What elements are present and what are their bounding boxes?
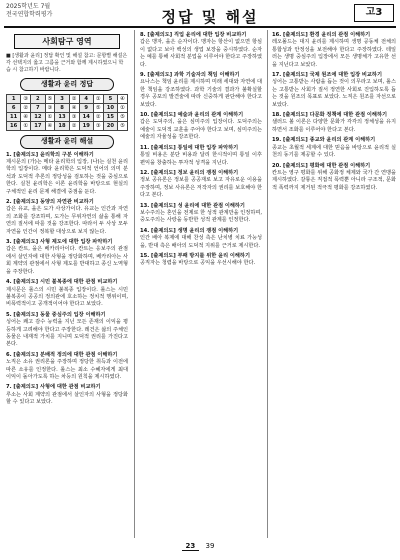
answer-choice: ④ <box>69 104 79 113</box>
question-title: 16. [출제의도] 환경 윤리의 관점 이해하기 <box>272 32 371 38</box>
answer-choice: ② <box>21 104 31 113</box>
question-body: 보수주의는 혼인을 전제로 한 성적 관계만을 인정하며, 중도주의는 사랑을 동반한 성적 관계를 인정한다. <box>140 209 262 224</box>
question-item <box>272 163 396 193</box>
question-title: 3. [출제의도] 사형 제도에 대한 입장 파악하기 <box>6 239 113 246</box>
question-title: 5. [출제의도] 동물 중심주의 입장 이해하기 <box>6 311 106 318</box>
answer-choice: ④ <box>45 122 55 131</box>
answer-number: 15 <box>103 113 117 122</box>
column-divider-2 <box>267 30 268 538</box>
question-title: 4. [출제의도] 시민 불복종에 대한 관점 비교하기 <box>6 279 118 286</box>
answer-choice: ⑤ <box>45 95 55 104</box>
question-title: 12. [출제의도] 정보 윤리의 쟁점 이해하기 <box>140 169 239 176</box>
question-item <box>6 279 128 309</box>
answer-number: 9 <box>79 104 93 113</box>
answer-choice: ① <box>118 104 128 113</box>
question-body: 요나스는 책임 윤리를 제시하며 미래 세대와 자연에 대한 책임을 강조하였다. 과학 기술의 결과가 불확실할 경우 공포의 발견술에 따라 신중하게 판단해야 한다고 보았다. <box>140 79 262 108</box>
question-body: 공직자는 청렴을 바탕으로 공익을 우선시해야 한다. <box>140 260 256 267</box>
answer-number: 2 <box>31 95 45 104</box>
question-body: 루소는 사회 계약의 관점에서 살인자의 사형을 정당화할 수 있다고 보았다. <box>6 391 128 406</box>
question-body: 싱어는 쾌고 감수 능력을 지닌 모든 존재의 이익을 평등하게 고려해야 한다고 주장한다. 레건은 삶의 주체인 동물은 내재적 가치를 지니며 도덕적 권리를 가진다고 본다. <box>6 319 128 348</box>
question-body: 노직은 소유 권리론을 주장하며 정당한 취득과 이전에 따른 소유를 인정한다. 롤스는 최소 수혜자에게 최대 이익이 돌아가도록 하는 차등의 원칙을 제시하였다. <box>6 359 128 380</box>
question-title: 8. [출제의도] 직업 윤리에 대한 입장 비교하기 <box>140 32 247 38</box>
question-item <box>272 32 396 69</box>
question-item <box>272 112 396 134</box>
answer-number: 17 <box>31 122 45 131</box>
answer-choice: ③ <box>69 113 79 122</box>
question-title: 1. [출제의도] 윤리학의 구분 이해하기 <box>6 151 94 158</box>
answer-row <box>7 113 128 122</box>
answer-number: 19 <box>79 122 93 131</box>
question-item <box>140 32 262 69</box>
answer-number: 7 <box>31 104 45 113</box>
question-title: 10. [출제의도] 예술과 윤리의 관계 이해하기 <box>140 112 244 119</box>
question-body: 갑은 도덕주의, 을은 심미주의 입장이다. 도덕주의는 예술이 도덕적 교훈을 주어야 한다고 보며, 심미주의는 예술의 자율성을 강조한다. <box>140 119 262 141</box>
question-item <box>6 384 128 406</box>
question-body: 갑은 칸트, 을은 베카리아이다. 칸트는 응보주의 관점에서 살인자에 대한 사형을 정당화하며, 베카리아는 사회 계약의 관점에서 사형 제도를 반대하고 종신 노역형을 주장한다. <box>6 246 128 275</box>
question-body: 통일 비용은 분단 비용과 달리 한시적이며 통일 이후 편익을 창출하는 투자적 성격을 지닌다. <box>140 152 262 166</box>
question-body: 정보 공유론은 정보를 공공재로 보고 자유로운 이용을 주장하며, 정보 사유론은 저작자의 권리를 보호해야 한다고 본다. <box>140 177 262 199</box>
question-body: 제시문은 롤스의 시민 불복종 입장이다. 롤스는 시민 불복종이 공공의 정의관에 호소하는 정치적 행위이며, 비폭력적이고 공개적이어야 한다고 보았다. <box>6 286 128 308</box>
answer-choice: ① <box>45 113 55 122</box>
question-body: 샐러드 볼 이론은 다양한 문화가 각각의 정체성을 유지하면서 조화를 이루어야 한다고 본다. <box>272 119 396 133</box>
question-item <box>6 352 128 382</box>
answer-number: 5 <box>103 95 117 104</box>
column-divider-1 <box>134 30 135 538</box>
meta-line2: 전국연합학력평가 <box>6 11 53 18</box>
question-body: 제시문의 (가)는 메타 윤리학의 입장, (나)는 실천 윤리학의 입장이다. 메타 윤리학은 도덕적 언어의 의미 분석과 도덕적 추론의 정당성을 검토하는 것을 중심으로 한다. 실천 윤리학은 이론 윤리학을 바탕으로 현실의 구체적인 윤리 문제 해결에 중점을 둔다. <box>6 159 128 195</box>
question-item <box>140 145 262 167</box>
answer-number: 3 <box>55 95 69 104</box>
answer-choice: ② <box>69 95 79 104</box>
answer-number: 11 <box>7 113 21 122</box>
question-item <box>140 112 262 142</box>
question-title: 18. [출제의도] 다문화 정책에 대한 관점 이해하기 <box>272 112 387 119</box>
grade-badge: 고3 <box>354 4 394 22</box>
page-total: 39 <box>205 542 215 550</box>
answer-number: 8 <box>55 104 69 113</box>
answer-number: 12 <box>31 113 45 122</box>
question-body: 레오폴드는 대지 윤리를 제시하며 생명 공동체 전체의 통합성과 안정성을 보전해야 한다고 주장하였다. 테일러는 생명 중심주의 입장에서 모든 생명체가 고유한 선을 지닌다고 보았다. <box>272 39 396 68</box>
question-title: 2. [출제의도] 동양의 자연관 비교하기 <box>6 199 94 206</box>
question-title: 19. [출제의도] 종교와 윤리의 관계 이해하기 <box>272 137 376 144</box>
question-title: 7. [출제의도] 사형에 대한 관점 비교하기 <box>6 384 101 391</box>
page-title: 정답 및 해설 <box>161 8 259 26</box>
header-rule <box>4 26 396 28</box>
question-item <box>140 72 262 109</box>
answer-row <box>7 95 128 104</box>
question-item <box>272 137 396 159</box>
question-title: 6. [출제의도] 분배적 정의에 대한 관점 이해하기 <box>6 351 118 358</box>
answer-number: 6 <box>7 104 21 113</box>
answer-choice: ⑤ <box>93 104 103 113</box>
question-title: 9. [출제의도] 과학 기술자의 책임 이해하기 <box>140 72 240 79</box>
answer-choice: ④ <box>21 113 31 122</box>
explain-heading: 생활과 윤리 해설 <box>20 135 114 148</box>
answer-choice: ⑤ <box>118 122 128 131</box>
answer-row <box>7 104 128 113</box>
question-title: 17. [출제의도] 국제 원조에 대한 입장 비교하기 <box>272 72 382 79</box>
question-list-col2 <box>140 32 262 268</box>
question-list-col1 <box>6 152 128 407</box>
top-meta <box>6 3 52 19</box>
answer-choice: ① <box>93 95 103 104</box>
question-title: 13. [출제의도] 성 윤리에 대한 관점 이해하기 <box>140 202 245 209</box>
column-2 <box>140 32 262 271</box>
question-item <box>140 253 262 268</box>
question-body: 칸트는 영구 평화를 위해 공화정 체제와 국가 간 연맹을 제시하였다. 갈퉁은 직접적 폭력뿐 아니라 구조적, 문화적 폭력까지 제거된 적극적 평화를 강조하였다. <box>272 169 396 191</box>
column-1 <box>6 32 128 410</box>
answer-number: 4 <box>79 95 93 104</box>
question-item <box>140 203 262 225</box>
answer-heading: 생활과 윤리 정답 <box>20 78 114 91</box>
question-item <box>272 72 396 109</box>
question-item <box>6 152 128 196</box>
question-item <box>6 239 128 276</box>
meta-line1: 2025학년도 7월 <box>6 3 51 10</box>
answer-choice: ③ <box>45 104 55 113</box>
question-body: 싱어는 고통받는 사람을 돕는 것이 의무라고 보며, 롤스는 고통받는 사회가 질서 정연한 사회로 진입하도록 돕는 것을 원조의 목표로 보았다. 노직은 원조를 자선으로 보았다. <box>272 79 396 108</box>
answer-row <box>7 122 128 131</box>
answer-choice: ⑤ <box>118 113 128 122</box>
question-item <box>140 228 262 250</box>
intro-note: ■ [생활과 윤리] 정답 확인 및 해설 참고: 문항별 해설은 각 선택지의 옳고 그름을 근거와 함께 제시하였으니 학습 시 참고하기 바랍니다. <box>6 53 128 73</box>
question-body: 종교는 초월적 세계에 대한 믿음을 바탕으로 윤리적 실천의 동기를 제공할 수 있다. <box>272 144 396 159</box>
page-footer <box>0 542 400 551</box>
answer-number: 20 <box>103 122 117 131</box>
answer-choice: ④ <box>118 95 128 104</box>
question-title: 14. [출제의도] 생명 윤리의 쟁점 이해하기 <box>140 227 239 234</box>
answer-number: 1 <box>7 95 21 104</box>
question-body: 갑은 유교, 을은 도가 사상가이다. 유교는 인간과 자연의 조화를 강조하며, 도가는 무위자연의 삶을 통해 자연의 질서에 따를 것을 강조한다. 따라서 두 사상 모두 자연을 인간이 정복할 대상으로 보지 않는다. <box>6 206 128 235</box>
answer-number: 10 <box>103 104 117 113</box>
question-body: 갑은 맹자, 을은 순자이다. 맹자는 항산이 없으면 항심이 없다고 보아 백성의 생업 보장을 중시하였다. 순자는 예를 통해 사회적 분업을 이루어야 한다고 주장하였다. <box>140 39 262 68</box>
answer-choice: ② <box>69 122 79 131</box>
answer-choice: ③ <box>93 122 103 131</box>
answer-number: 16 <box>7 122 21 131</box>
question-item <box>6 199 128 236</box>
question-body: 인간 배아 복제에 대해 찬성 측은 난치병 치료 가능성을, 반대 측은 배아의 도덕적 지위를 근거로 제시한다. <box>140 235 262 249</box>
answer-choice: ② <box>93 113 103 122</box>
answer-choice: ① <box>21 122 31 131</box>
question-item <box>6 312 128 349</box>
question-title: 20. [출제의도] 평화에 대한 관점 이해하기 <box>272 162 371 169</box>
question-item <box>140 170 262 200</box>
question-title: 15. [출제의도] 부패 방지를 위한 윤리 이해하기 <box>140 252 250 259</box>
answer-number: 18 <box>55 122 69 131</box>
page-number: 23 <box>182 542 200 551</box>
question-title: 11. [출제의도] 통일에 대한 입장 파악하기 <box>140 144 239 151</box>
answer-number: 14 <box>79 113 93 122</box>
answer-number: 13 <box>55 113 69 122</box>
answer-choice: ③ <box>21 95 31 104</box>
section-title: 사회탐구 영역 <box>14 34 120 49</box>
answer-table <box>6 94 128 131</box>
column-3 <box>272 32 396 195</box>
question-list-col3 <box>272 32 396 192</box>
